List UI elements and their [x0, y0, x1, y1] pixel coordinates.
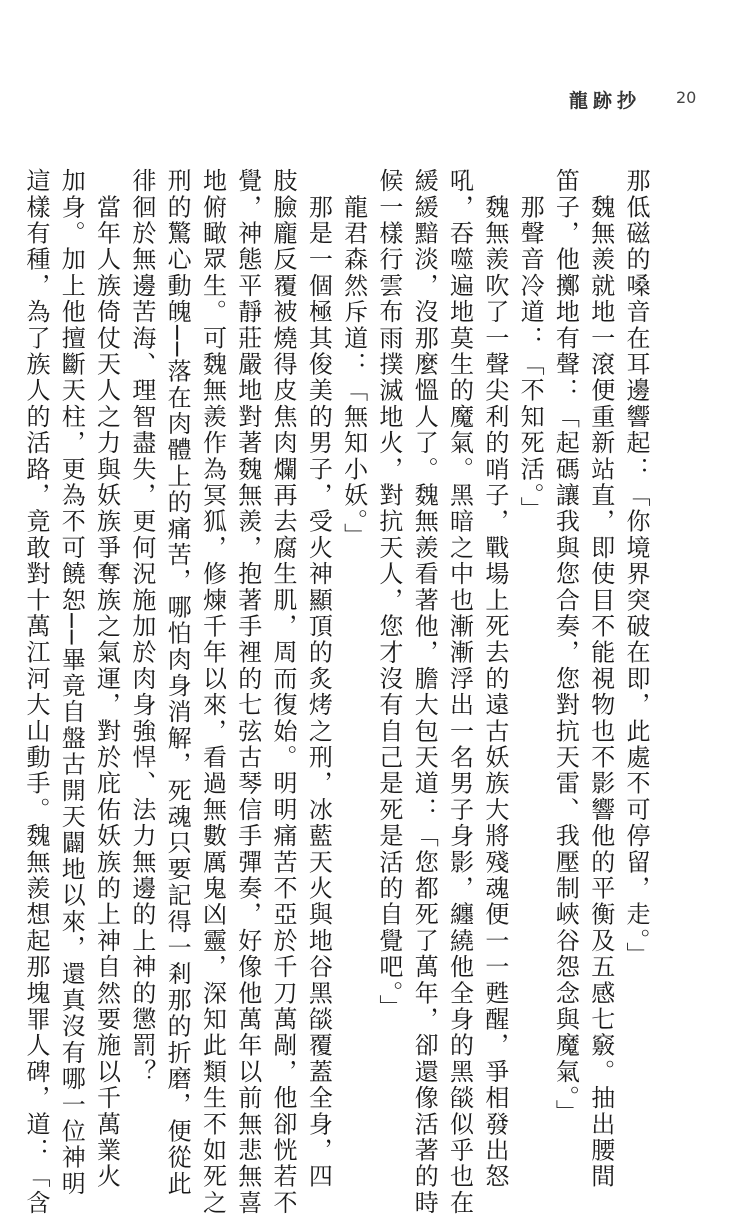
- text-line: 那低磁的嗓音在耳邊響起：「你境界突破在即，此處不可停留，走。」: [622, 168, 650, 969]
- text-line: 覺，神態平靜莊嚴地對著魏無羨，抱著手裡的七弦古琴信手彈奏，好像他萬年以前無悲無喜: [233, 168, 262, 1216]
- vertical-body-text: [21, 168, 653, 1216]
- text-line: 笛子，他擲地有聲：「起碼讓我與您合奏，您對抗天雷、我壓制峽谷怨念與魔氣。」: [551, 168, 580, 1126]
- text-line: 這樣有種，為了族人的活路，竟敢對十萬江河大山動手。魏無羨想起那塊罪人碑，道：「含: [21, 168, 50, 1216]
- text-line: 加身。加上他擅斷天柱，更為不可饒恕──畢竟自盤古開天闢地以來，還真沒有哪一位神明: [57, 168, 86, 1197]
- text-line: 那是一個極其俊美的男子，受火神顯頂的炙烤之刑，冰藍天火與地谷黑燄覆蓋全身，四: [304, 168, 333, 1190]
- page-header: [0, 86, 741, 116]
- text-line: 緩緩黯淡，沒那麼慍人了。魏無羨看著他，膽大包天道：「您都死了萬年，卻還像活著的時: [410, 168, 439, 1216]
- text-line: 龍君森然斥道：「無知小妖。」: [339, 168, 368, 549]
- book-title: 龍跡抄: [569, 90, 642, 112]
- text-line: 魏無羨就地一滾便重新站直，即使目不能視物也不影響他的平衡及五感七竅。抽出腰間: [586, 168, 615, 1190]
- text-line: 那聲音冷道：「不知死活。」: [516, 168, 545, 523]
- text-line: 當年人族倚仗天人之力與妖族爭奪族之氣運，對於庇佑妖族的上神自然要施以千萬業火: [92, 168, 121, 1190]
- text-line: 吼，吞噬遍地莫生的魔氣。黑暗之中也漸漸浮出一名男子身影，纏繞他全身的黑燄似乎也在: [445, 168, 474, 1216]
- text-line: 徘徊於無邊苦海、理智盡失，更何況施加於肉身強悍、法力無邊的上神的懲罰？: [127, 168, 156, 1085]
- text-line: 候一樣行雲布雨撲滅地火，對抗天人，您才沒有自己是死是活的自覺吧。」: [374, 168, 403, 1021]
- page-number: 20: [676, 88, 697, 107]
- text-line: 魏無羨吹了一聲尖利的哨子，戰場上死去的遠古妖族大將殘魂便一一甦醒，爭相發出怒: [480, 168, 509, 1190]
- text-line: 肢臉龐反覆被燒得皮焦肉爛再去腐生肌，周而復始。明明痛苦不亞於千刀萬剮，他卻恍若不: [269, 168, 298, 1216]
- text-line: 刑的驚心動魄──落在肉體上的痛苦，哪怕肉身消解，死魂只要記得一剎那的折磨，便從此: [163, 168, 192, 1197]
- text-line: 地俯瞰眾生。可魏無羨作為冥狐，修煉千年以來，看過無數厲鬼凶靈，深知此類生不如死之: [198, 168, 227, 1216]
